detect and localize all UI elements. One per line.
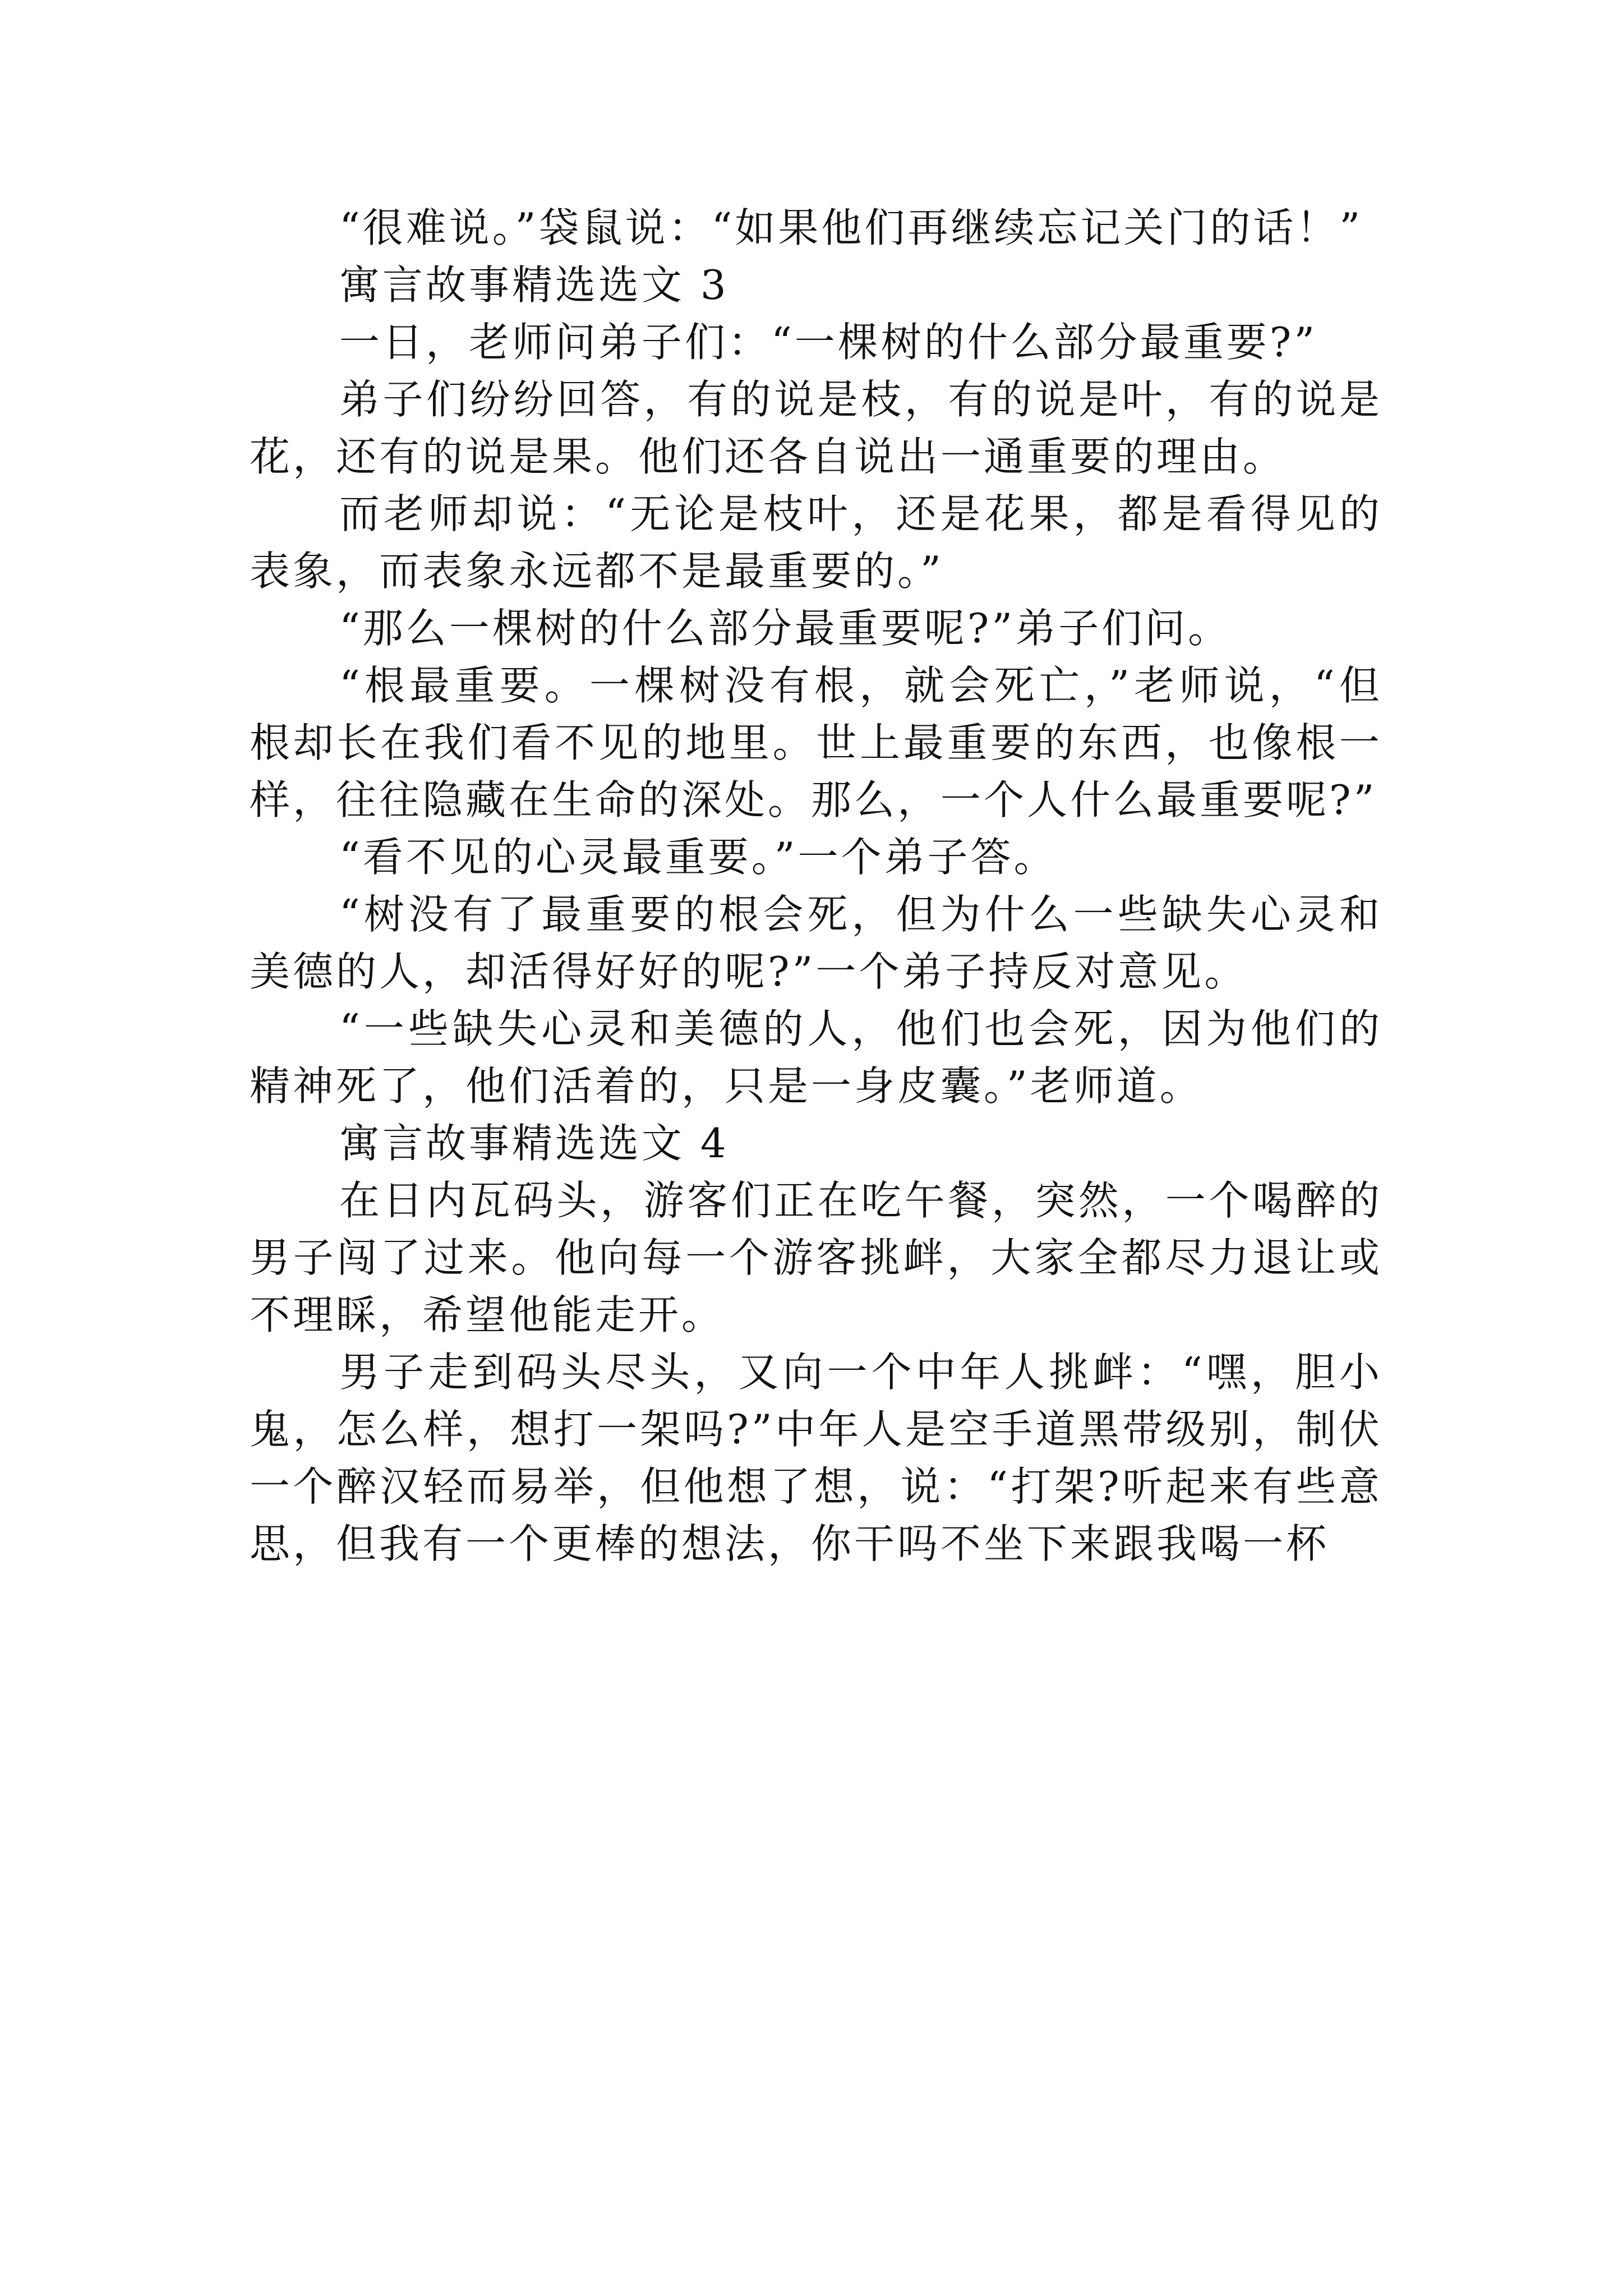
paragraph: 男子走到码头尽头，又向一个中年人挑衅：“嘿，胆小鬼，怎么样，想打一架吗?”中年人是空手道黑带级别，制伏一个醉汉轻而易举，但他想了想，说：“打架?听起来有些意思，但我有一个更棒的想法，你干吗不坐下来跟我喝一杯 (250, 1349, 1382, 1567)
paragraph: “一些缺失心灵和美德的人，他们也会死，因为他们的精神死了，他们活着的，只是一身皮囊。”老师道。 (250, 1005, 1382, 1110)
paragraph: “树没有了最重要的根会死，但为什么一些缺失心灵和美德的人，却活得好好的呢?”一个弟子持反对意见。 (250, 891, 1382, 995)
paragraph: “根最重要。一棵树没有根，就会死亡，”老师说，“但根却长在我们看不见的地里。世上最重要的东西，也像根一样，往往隐藏在生命的深处。那么，一个人什么最重要呢?” (250, 662, 1382, 823)
paragraph: “那么一棵树的什么部分最重要呢?”弟子们问。 (339, 605, 1232, 652)
paragraph: 弟子们纷纷回答，有的说是枝，有的说是叶，有的说是花，还有的说是果。他们还各自说出一通重要的理由。 (250, 376, 1382, 480)
document-body (250, 199, 1382, 1572)
paragraph: 一日，老师问弟子们：“一棵树的什么部分最重要?” (339, 319, 1318, 366)
section-heading: 寓言故事精选选文 4 (339, 1120, 729, 1167)
paragraph: 而老师却说：“无论是枝叶，还是花果，都是看得见的表象，而表象永远都不是最重要的。” (250, 490, 1382, 595)
paragraph: “很难说。”袋鼠说：“如果他们再继续忘记关门的话！” (339, 204, 1363, 251)
section-heading: 寓言故事精选选文 3 (339, 261, 729, 309)
paragraph: 在日内瓦码头，游客们正在吃午餐，突然，一个喝醉的男子闯了过来。他向每一个游客挑衅，大家全都尽力退让或不理睬，希望他能走开。 (250, 1177, 1382, 1338)
paragraph: “看不见的心灵最重要。”一个弟子答。 (339, 834, 1057, 881)
